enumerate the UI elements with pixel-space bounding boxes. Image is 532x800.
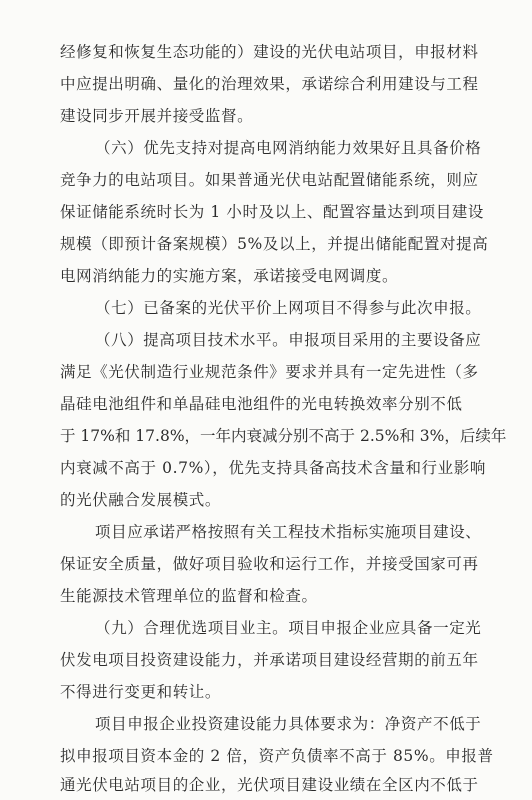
text-line: 建设同步开展并接受监督。 bbox=[60, 107, 254, 125]
text-line: 内衰减不高于 0.7%），优先支持具备高技术含量和行业影响 bbox=[60, 459, 486, 477]
text-line: 中应提出明确、量化的治理效果，承诺综合利用建设与工程 bbox=[60, 75, 479, 93]
text-line: 通光伏电站项目的企业，光伏项目建设业绩在全区内不低于 bbox=[60, 776, 479, 794]
text-line: 经修复和恢复生态功能的）建设的光伏电站项目，申报材料 bbox=[60, 43, 479, 61]
text-line: 规模（即预计备案规模）5%及以上，并提出储能配置对提高 bbox=[60, 235, 489, 253]
paragraph-nine-heading: （九）合理优选项目业主。项目申报企业应具备一定光 bbox=[95, 619, 482, 637]
text-line: 伏发电项目投资建设能力，并承诺项目建设经营期的前五年 bbox=[60, 651, 479, 669]
paragraph-eight-heading: （八）提高项目技术水平。申报项目采用的主要设备应 bbox=[95, 331, 482, 349]
text-line: 保证安全质量，做好项目验收和运行工作，并接受国家可再 bbox=[60, 555, 479, 573]
text-line: 拟申报项目资本金的 2 倍，资产负债率不高于 85%。申报普 bbox=[60, 747, 494, 765]
text-line: 保证储能系统时长为 1 小时及以上、配置容量达到项目建设 bbox=[60, 203, 485, 221]
text-line: 的光伏融合发展模式。 bbox=[60, 491, 222, 509]
paragraph-requirements: 项目申报企业投资建设能力具体要求为：净资产不低于 bbox=[95, 715, 482, 733]
text-line: 满足《光伏制造行业规范条件》要求并具有一定先进性（多 bbox=[60, 363, 479, 381]
text-line: 晶硅电池组件和单晶硅电池组件的光电转换效率分别不低 bbox=[60, 395, 463, 413]
text-line: 不得进行变更和转让。 bbox=[60, 683, 222, 701]
paragraph-six-heading: （六）优先支持对提高电网消纳能力效果好且具备价格 bbox=[95, 139, 482, 157]
text-line: 竞争力的电站项目。如果普通光伏电站配置储能系统，则应 bbox=[60, 171, 479, 189]
text-line: 于 17%和 17.8%，一年内衰减分别不高于 2.5%和 3%，后续年 bbox=[60, 427, 507, 445]
text-line: 生能源技术管理单位的监督和检查。 bbox=[60, 587, 318, 605]
paragraph-commitment: 项目应承诺严格按照有关工程技术指标实施项目建设、 bbox=[95, 523, 482, 541]
paragraph-seven: （七）已备案的光伏平价上网项目不得参与此次申报。 bbox=[95, 299, 482, 317]
text-line: 电网消纳能力的实施方案，承诺接受电网调度。 bbox=[60, 267, 399, 285]
